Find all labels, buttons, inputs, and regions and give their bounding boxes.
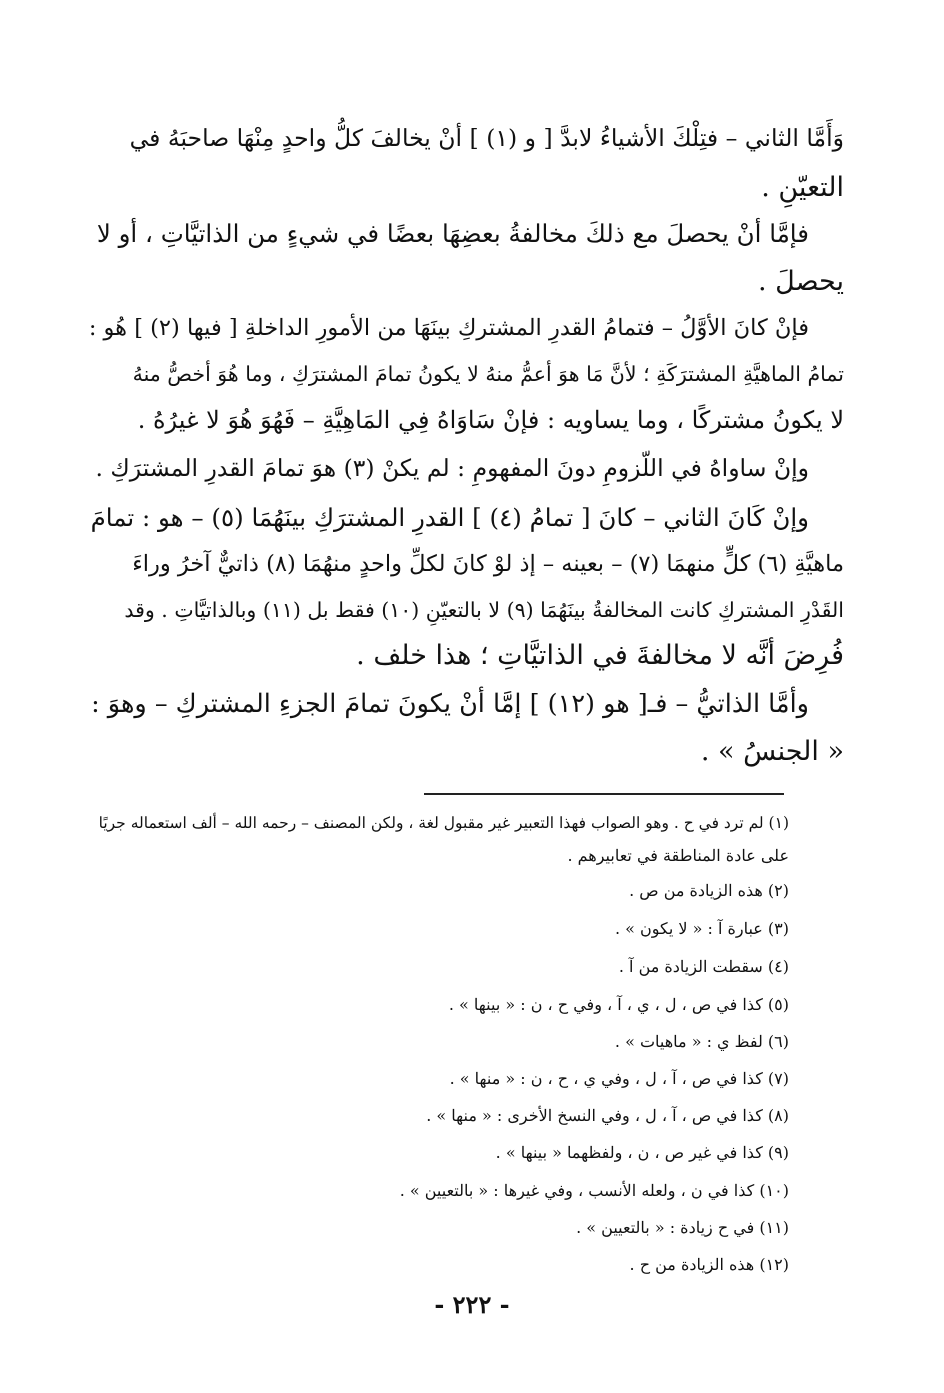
text-line: وإنْ ساواهُ في اللّزومِ دونَ المفهومِ : لم يكنْ (٣) هوَ تمامَ القدرِ المشترَكِ . [95, 454, 809, 482]
footnote-line: (١١) في ح زيادة : « بالتعيين » . [576, 1218, 789, 1237]
footnote-line: (٣) عبارة آ : « لا يكون » . [614, 919, 789, 938]
footnote-line: (١٠) كذا في ن ، ولعله الأنسب ، وفي غيرها : « بالتعيين » . [399, 1181, 789, 1200]
text-line: تمامُ الماهيَّةِ المشترَكَةِ ؛ لأنَّ مَا هوَ أعمُّ منهُ لا يكونُ تمامَ المشترَكِ ، وما هُوَ أخصُّ منهُ [132, 362, 844, 386]
footnote-line: على عادة المناطقة في تعابيرهم . [567, 846, 789, 865]
footnote-line: (٩) كذا في غير ص ، ن ، ولفظهما « بينها » . [495, 1143, 789, 1162]
footnote-separator [424, 793, 784, 795]
footnote-line: (٦) لفظ ي : « ماهيات » . [614, 1032, 789, 1051]
footnote-line: (٤) سقطت الزيادة من آ . [618, 957, 789, 976]
text-line: وأمَّا الذاتيُّ – فـ[ هو (١٢) ] إمَّا أنْ يكونَ تمامَ الجزءِ المشتركِ – وهوَ : [91, 689, 809, 719]
text-line: « الجنسُ » . [700, 736, 844, 767]
page-number: - ٢٢٢ - [434, 1290, 510, 1319]
footnote-line: (٨) كذا في ص ، آ ، ل ، وفي النسخ الأخرى : « منها » . [426, 1106, 789, 1125]
text-line: لا يكونُ مشتركًا ، وما يساويه : فإنْ سَاوَاهُ فِي المَاهِيَّةِ – فَهُوَ هُوَ لا غيرُهُ . [137, 406, 844, 434]
text-line: فإنْ كانَ الأوَّلُ – فتمامُ القدرِ المشتركِ بينَهَا من الأمورِ الداخلةِ [ فيها (٢) ] هُو : [88, 315, 809, 341]
text-line: القَدْرِ المشتركِ كانت المخالفةُ بينَهُمَا (٩) لا بالتعيّنِ (١٠) فقط بل (١١) وبالذاتيَّاتِ . وقد [124, 598, 844, 622]
text-line: وإنْ كَانَ الثاني – كانَ [ تمامُ (٤) ] القدرِ المشترَكِ بينَهُمَا (٥) – هو : تمامَ [90, 503, 809, 532]
text-line: فإمَّا أنْ يحصلَ مع ذلكَ مخالفةُ بعضِهَا بعضًا في شيءٍ من الذاتيَّاتِ ، أو لا [96, 219, 809, 248]
footnote-line: (٧) كذا في ص ، آ ، ل ، وفي ي ، ح ، ن : « منها » . [449, 1069, 789, 1088]
footnote-line: (١٢) هذه الزيادة من ح . [629, 1255, 789, 1274]
footnote-line: (٢) هذه الزيادة من ص . [629, 881, 789, 900]
text-line: يحصلَ . [758, 266, 844, 297]
footnote-line: (١) لم ترد في ح . وهو الصواب فهذا التعبير غير مقبول لغة ، ولكن المصنف – رحمه الله – ألف استعماله جريًا [98, 814, 789, 832]
text-line: وَأَمَّا الثاني – فتِلْكَ الأشياءُ لابدَّ [ و (١) ] أنْ يخالفَ كلُّ واحدٍ مِنْهَا صاحبَهُ في [129, 124, 844, 152]
text-line: التعيّنِ . [761, 172, 844, 203]
footnote-line: (٥) كذا في ص ، ل ، ي ، آ ، وفي ح ، ن : « بينها » . [448, 995, 789, 1014]
text-line: ماهيَّةِ (٦) كلٍّ منهمَا (٧) – بعينه – إذ لوْ كانَ لكلِّ واحدٍ منهُمَا (٨) ذاتيٌّ آخرُ وراءَ [132, 551, 844, 577]
text-line: فُرِضَ أنَّه لا مخالفةَ في الذاتيَّاتِ ؛ هذا خلف . [356, 640, 844, 671]
